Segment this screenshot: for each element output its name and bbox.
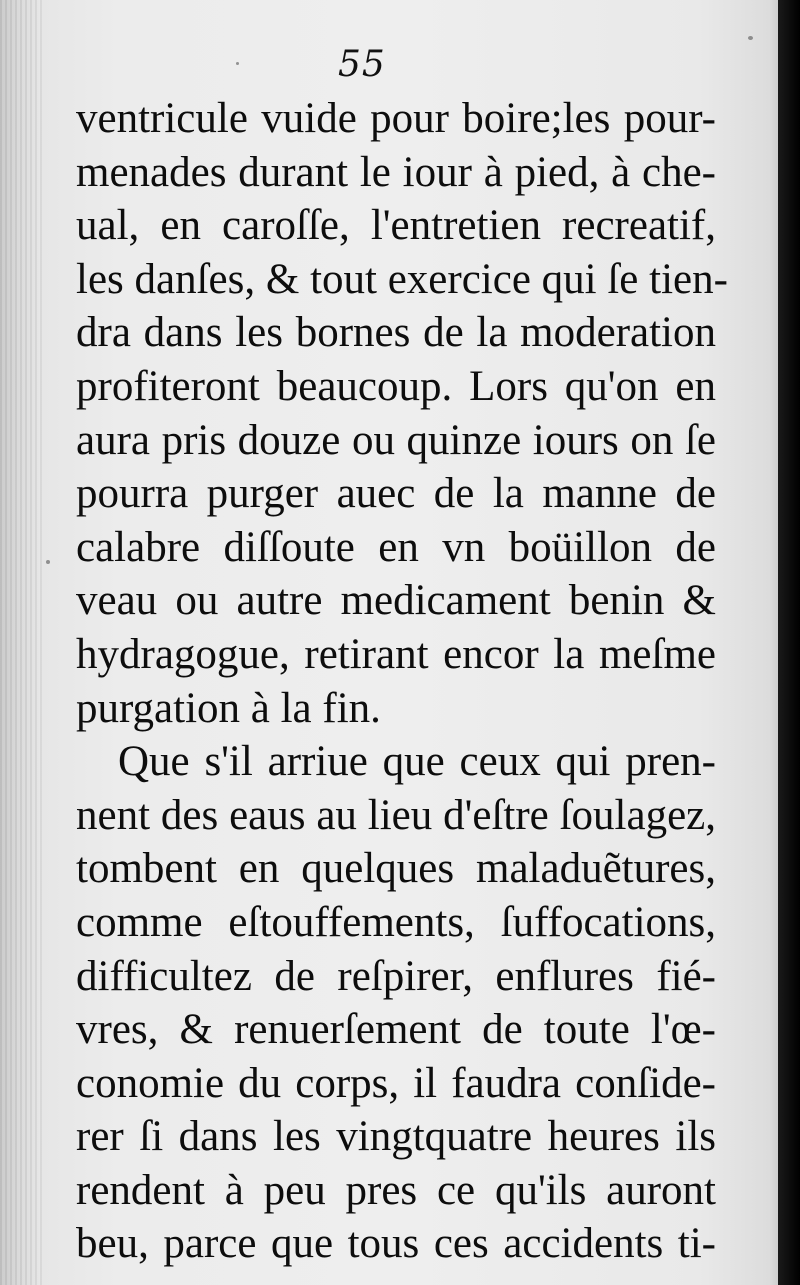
text-line: dra dans les bornes de la moderation <box>76 309 716 357</box>
ink-speck <box>748 36 753 40</box>
text-line: vres, & renuerſement de toute l'œ- <box>76 1006 716 1054</box>
scan-border <box>778 0 800 1285</box>
text-line: nent des eaus au lieu d'eſtre ſoulagez, <box>76 791 716 839</box>
text-line: beu, parce que tous ces accidents ti- <box>76 1220 716 1268</box>
text-line: les danſes, & tout exercice qui ſe tien- <box>76 255 728 303</box>
ink-speck <box>46 560 50 564</box>
binding-gutter <box>0 0 42 1285</box>
text-line: rendent à peu pres ce qu'ils auront <box>76 1166 716 1214</box>
text-line: rer ſi dans les vingtquatre heures ils <box>76 1113 716 1161</box>
paragraph-first-line: Que s'il arriue que ceux qui pren- <box>118 738 716 786</box>
ink-speck <box>236 62 239 65</box>
text-line: difficultez de reſpirer, enflures fié- <box>76 952 716 1000</box>
text-line: pourra purger auec de la manne de <box>76 470 716 518</box>
text-line: profiteront beaucoup. Lors qu'on en <box>76 362 716 410</box>
text-line: aura pris douze ou quinze iours on ſe <box>76 416 716 464</box>
text-line: ventricule vuide pour boire;les pour- <box>76 95 716 142</box>
text-line: conomie du corps, il faudra conſide- <box>76 1059 716 1107</box>
text-line: menades durant le iour à pied, à che- <box>76 148 716 196</box>
text-line: hydragogue, retirant encor la meſme <box>76 630 716 678</box>
text-line: ual, en caroſſe, l'entretien recreatif, <box>76 202 716 250</box>
page-number: 55 <box>338 44 386 85</box>
text-line: tombent en quelques maladuẽtures, <box>76 845 716 893</box>
text-line: calabre diſſoute en vn boüillon de <box>76 523 716 571</box>
body-text <box>76 92 728 1271</box>
text-line: purgation à la fin. <box>76 684 381 732</box>
text-line: comme eſtouffements, ſuffocations, <box>76 898 716 946</box>
text-line: veau ou autre medicament benin & <box>76 577 716 625</box>
